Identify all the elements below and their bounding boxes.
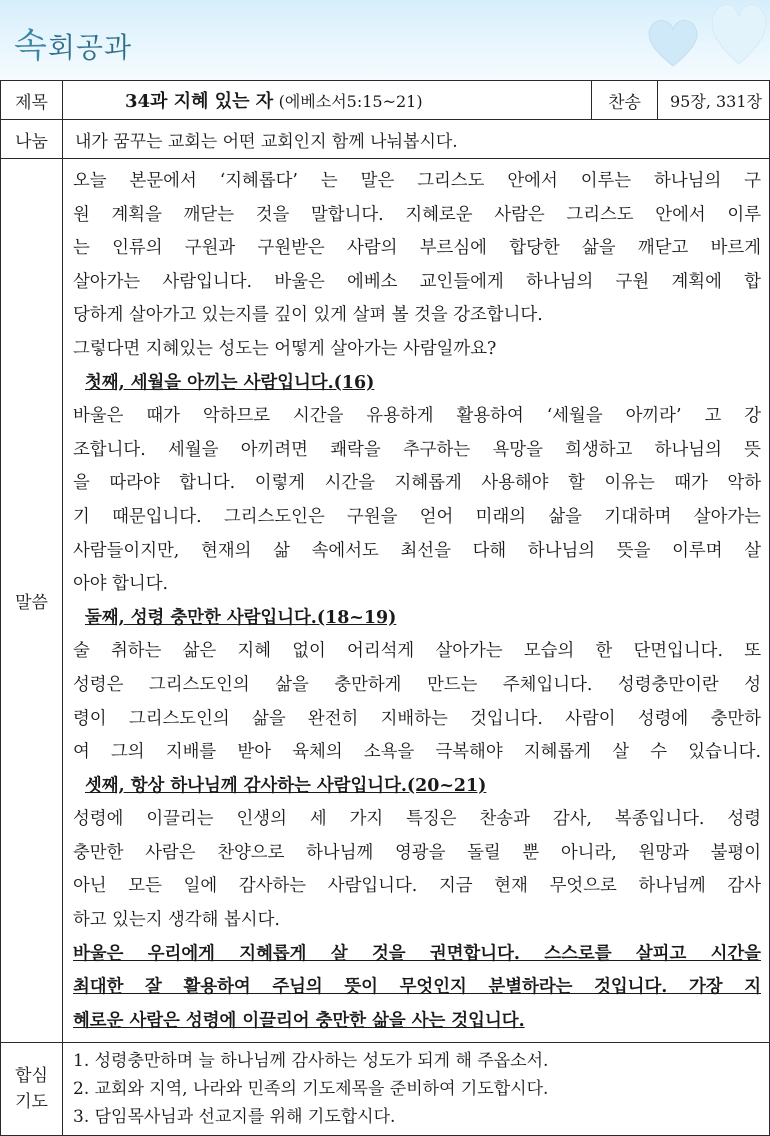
prayer-label-line1: 합심 bbox=[15, 1066, 48, 1087]
body-text-line: 아닌 모든 일에 감사하는 사람입니다. 지금 현재 무엇으로 하나님께 감사 bbox=[73, 876, 761, 897]
body-text-line: 을 따라야 합니다. 이렇게 시간을 지혜롭게 사용해야 할 이유는 때가 악하 bbox=[73, 473, 761, 494]
body-text-line: 원 계획을 깨닫는 것을 말합니다. 지혜로운 사람은 그리스도 안에서 이루 bbox=[73, 204, 761, 225]
conclusion-line: 최대한 잘 활용하여 주님의 뜻이 무엇인지 분별하라는 것입니다. 가장 지 bbox=[73, 977, 761, 998]
subject-label: 제목 bbox=[1, 81, 63, 120]
body-text-line: 살아가는 사람입니다. 바울은 에베소 교인들에게 하나님의 구원 계획에 합 bbox=[73, 271, 761, 292]
scripture-reference: (에베소서5:15~21) bbox=[278, 92, 423, 111]
prayer-item: 3. 담임목사님과 선교지를 위해 기도합시다. bbox=[73, 1107, 396, 1128]
prayer-label bbox=[1, 1043, 63, 1136]
body-text-line: 그렇다면 지혜있는 성도는 어떻게 살아가는 사람일까요? bbox=[73, 338, 497, 359]
share-label: 나눔 bbox=[1, 120, 63, 159]
body-text-line: 조합니다. 세월을 아끼려면 쾌락을 추구하는 욕망을 희생하고 하나님의 뜻 bbox=[73, 439, 761, 460]
body-text-line: 여 그의 지배를 받아 육체의 소욕을 극복해야 지혜롭게 살 수 있습니다. bbox=[73, 742, 761, 763]
body-text-line: 령이 그리스도인의 삶을 완전히 지배하는 것입니다. 사람이 성령에 충만하 bbox=[73, 708, 761, 729]
word-row bbox=[1, 159, 770, 1043]
body-text-line: 성령에 이끌리는 인생의 세 가지 특징은 찬송과 감사, 복종입니다. 성령 bbox=[73, 809, 761, 830]
conclusion-line: 바울은 우리에게 지혜롭게 살 것을 권면합니다. 스스로를 살피고 시간을 bbox=[73, 943, 761, 964]
body-text-line: 충만한 사람은 찬양으로 하나님께 영광을 돌릴 뿐 아니라, 원망과 불평이 bbox=[73, 842, 761, 863]
body-text-line: 바울은 때가 악하므로 시간을 유용하게 활용하여 ‘세월을 아끼라’ 고 강 bbox=[73, 406, 761, 427]
prayer-body bbox=[63, 1043, 770, 1136]
body-text-line: 하고 있는지 생각해 봅시다. bbox=[73, 910, 280, 931]
lesson-table bbox=[0, 80, 770, 1136]
section-heading: 셋째, 항상 하나님께 감사하는 사람입니다.(20~21) bbox=[85, 775, 487, 796]
share-row bbox=[1, 120, 770, 159]
prayer-item: 1. 성령충만하며 늘 하나님께 감사하는 성도가 되게 해 주옵소서. bbox=[73, 1051, 549, 1072]
prayer-item: 2. 교회와 지역, 나라와 민족의 기도제목을 준비하여 기도합시다. bbox=[73, 1079, 549, 1100]
heart-decoration-icon bbox=[708, 0, 770, 66]
section-heading: 둘째, 성령 충만한 사람입니다.(18~19) bbox=[85, 607, 397, 628]
hymn-label: 찬송 bbox=[592, 81, 658, 120]
title-cell bbox=[63, 81, 592, 120]
body-text-line: 술 취하는 삶은 지혜 없이 어리석게 살아가는 모습의 한 단면입니다. 또 bbox=[73, 641, 761, 662]
title-row bbox=[1, 81, 770, 120]
share-text: 내가 꿈꾸는 교회는 어떤 교회인지 함께 나눠봅시다. bbox=[63, 120, 770, 159]
body-text-line: 기 때문입니다. 그리스도인은 구원을 얻어 미래의 삶을 기대하며 살아가는 bbox=[73, 506, 761, 527]
banner-title bbox=[14, 18, 132, 67]
word-lines bbox=[73, 165, 761, 1038]
body-text-line: 당하게 살아가고 있는지를 깊이 있게 살펴 볼 것을 강조합니다. bbox=[73, 305, 543, 326]
body-text-line: 오늘 본문에서 ‘지혜롭다’ 는 말은 그리스도 안에서 이루는 하나님의 구 bbox=[73, 171, 761, 191]
banner-title-first: 속 bbox=[14, 26, 48, 66]
body-text-line: 는 인류의 구원과 구원받은 사람의 부르심에 합당한 삶을 깨닫고 바르게 bbox=[73, 238, 761, 259]
body-text-line: 사람들이지만, 현재의 삶 속에서도 최선을 다해 하나님의 뜻을 이루며 살 bbox=[73, 540, 761, 561]
section-heading: 첫째, 세월을 아끼는 사람입니다.(16) bbox=[85, 372, 375, 393]
header-banner bbox=[0, 0, 770, 80]
word-body bbox=[63, 159, 770, 1043]
word-label: 말씀 bbox=[1, 159, 63, 1043]
banner-title-rest: 회공과 bbox=[47, 31, 133, 64]
heart-decoration-icon bbox=[645, 16, 701, 68]
lesson-title: 34과 지혜 있는 자 bbox=[125, 91, 274, 112]
body-text-line: 성령은 그리스도인의 삶을 충만하게 만드는 주체입니다. 성령충만이란 성 bbox=[73, 674, 761, 695]
conclusion-line: 혜로운 사람은 성령에 이끌리어 충만한 삶을 사는 것입니다. bbox=[73, 1010, 525, 1031]
prayer-label-line2: 기도 bbox=[15, 1092, 48, 1113]
prayer-row bbox=[1, 1043, 770, 1136]
hymn-numbers: 95장, 331장 bbox=[658, 81, 770, 120]
body-text-line: 아야 합니다. bbox=[73, 574, 169, 595]
